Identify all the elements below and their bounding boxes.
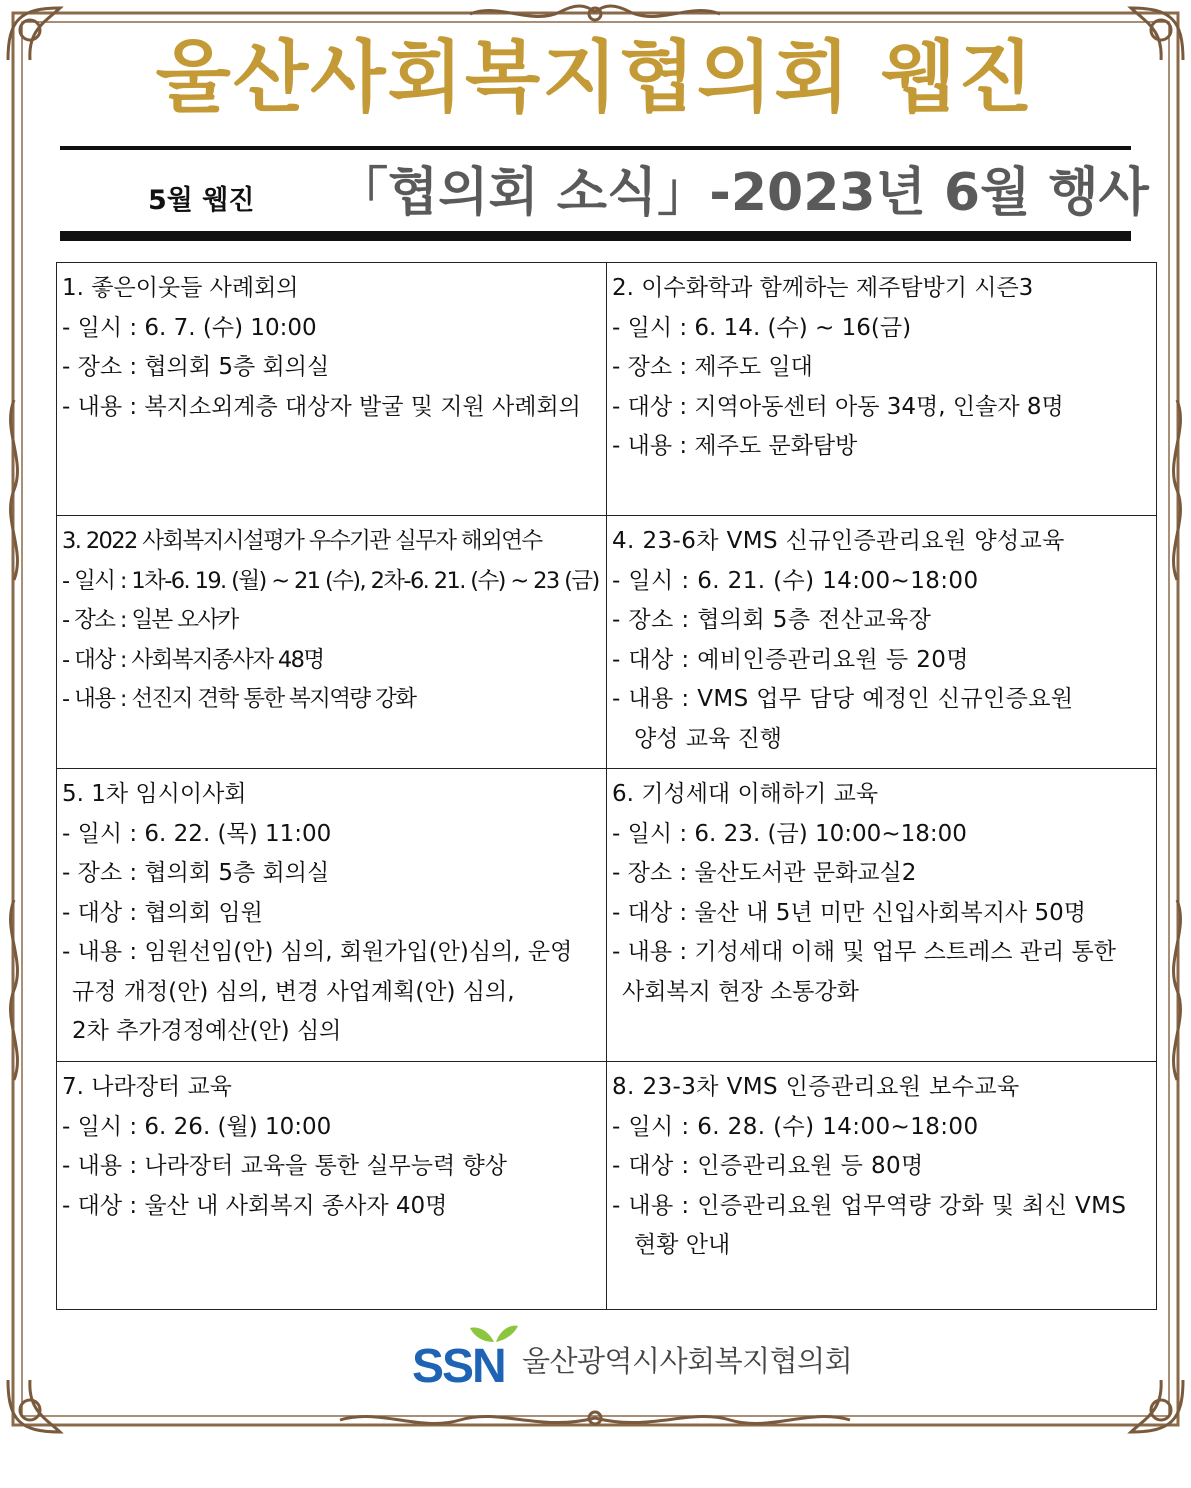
event-line: - 일시 : 6. 7. (수) 10:00 bbox=[62, 314, 317, 341]
divider-top bbox=[60, 146, 1131, 150]
table-row bbox=[57, 263, 1157, 516]
event-line-continued: 현황 안내 bbox=[634, 1232, 731, 1258]
event-title: 5. 1차 임시이사회 bbox=[62, 781, 247, 807]
event-line: - 장소 : 울산도서관 문화교실2 bbox=[612, 860, 917, 886]
event-line: - 대상 : 울산 내 사회복지 종사자 40명 bbox=[62, 1192, 448, 1219]
event-title: 7. 나라장터 교육 bbox=[62, 1074, 232, 1100]
ssn-logo bbox=[412, 1322, 518, 1386]
events-table bbox=[56, 262, 1157, 1310]
event-line: - 내용 : 임원선임(안) 심의, 회원가입(안)심의, 운영 bbox=[62, 939, 573, 965]
event-cell-6 bbox=[607, 769, 1157, 1062]
event-title: 6. 기성세대 이해하기 교육 bbox=[612, 781, 879, 807]
event-line: - 일시 : 6. 14. (수) ~ 16(금) bbox=[612, 314, 912, 341]
event-line: - 장소 : 협의회 5층 전산교육장 bbox=[612, 607, 932, 633]
event-line: - 일시 : 1차-6. 19. (월) ~ 21 (수), 2차-6. 21. (수) ~ 23 (금) bbox=[62, 567, 599, 594]
event-cell-4 bbox=[607, 516, 1157, 769]
divider-bottom bbox=[60, 231, 1131, 241]
webzine-title: 울산사회복지협의회 웹진 bbox=[155, 33, 1036, 123]
event-line: - 장소 : 협의회 5층 회의실 bbox=[62, 354, 330, 380]
event-cell-1 bbox=[57, 263, 607, 516]
event-line: - 내용 : 기성세대 이해 및 업무 스트레스 관리 통한 bbox=[612, 939, 1116, 965]
event-cell-2 bbox=[607, 263, 1157, 516]
event-line: - 내용 : 복지소외계층 대상자 발굴 및 지원 사례회의 bbox=[62, 393, 581, 420]
event-line: - 대상 : 협의회 임원 bbox=[62, 899, 263, 926]
event-cell-8 bbox=[607, 1062, 1157, 1310]
event-line: - 내용 : 나라장터 교육을 통한 실무능력 향상 bbox=[62, 1153, 507, 1179]
table-row bbox=[57, 769, 1157, 1062]
event-title: 1. 좋은이웃들 사례회의 bbox=[62, 275, 299, 301]
event-title: 3. 2022 사회복지시설평가 우수기관 실무자 해외연수 bbox=[62, 528, 542, 554]
event-line: - 내용 : 제주도 문화탐방 bbox=[612, 433, 858, 459]
event-line-continued: 양성 교육 진행 bbox=[634, 725, 782, 752]
event-title: 2. 이수화학과 함께하는 제주탐방기 시즌3 bbox=[612, 275, 1034, 301]
organization-name: 울산광역시사회복지협의회 bbox=[522, 1344, 853, 1378]
event-line: - 내용 : 인증관리요원 업무역량 강화 및 최신 VMS bbox=[612, 1192, 1127, 1219]
event-line: - 일시 : 6. 28. (수) 14:00~18:00 bbox=[612, 1113, 979, 1140]
event-cell-5 bbox=[57, 769, 607, 1062]
event-line: - 대상 : 지역아동센터 아동 34명, 인솔자 8명 bbox=[612, 393, 1064, 420]
event-line: - 대상 : 사회복지종사자 48명 bbox=[62, 646, 324, 673]
event-line: - 일시 : 6. 22. (목) 11:00 bbox=[62, 820, 332, 847]
issue-label: 5월 웹진 bbox=[148, 185, 255, 216]
event-cell-7 bbox=[57, 1062, 607, 1310]
table-row bbox=[57, 516, 1157, 769]
table-row bbox=[57, 1062, 1157, 1310]
event-line: - 일시 : 6. 26. (월) 10:00 bbox=[62, 1113, 332, 1140]
event-line: - 일시 : 6. 21. (수) 14:00~18:00 bbox=[612, 567, 979, 594]
footer-logo bbox=[412, 1316, 852, 1386]
event-line: - 내용 : VMS 업무 담당 예정인 신규인증요원 bbox=[612, 686, 1074, 712]
event-cell-3 bbox=[57, 516, 607, 769]
event-line: - 대상 : 예비인증관리요원 등 20명 bbox=[612, 646, 969, 673]
event-line: - 장소 : 협의회 5층 회의실 bbox=[62, 860, 330, 886]
event-line: - 장소 : 일본 오사카 bbox=[62, 607, 238, 633]
event-title: 4. 23-6차 VMS 신규인증관리요원 양성교육 bbox=[612, 528, 1065, 554]
event-line-continued: 사회복지 현장 소통강화 bbox=[622, 978, 859, 1005]
event-line-continued: 규정 개정(안) 심의, 변경 사업계획(안) 심의, bbox=[72, 978, 515, 1005]
event-line: - 장소 : 제주도 일대 bbox=[612, 354, 813, 380]
ssn-logo-text: SSN bbox=[412, 1340, 505, 1386]
event-line: - 대상 : 울산 내 5년 미만 신입사회복지사 50명 bbox=[612, 899, 1086, 926]
event-line: - 내용 : 선진지 견학 통한 복지역량 강화 bbox=[62, 686, 416, 712]
event-line: - 대상 : 인증관리요원 등 80명 bbox=[612, 1153, 924, 1179]
event-line-continued: 2차 추가경정예산(안) 심의 bbox=[72, 1018, 342, 1044]
event-line: - 일시 : 6. 23. (금) 10:00~18:00 bbox=[612, 820, 967, 847]
event-title: 8. 23-3차 VMS 인증관리요원 보수교육 bbox=[612, 1074, 1020, 1100]
section-title: 「협의회 소식」-2023년 6월 행사 bbox=[336, 163, 1149, 223]
